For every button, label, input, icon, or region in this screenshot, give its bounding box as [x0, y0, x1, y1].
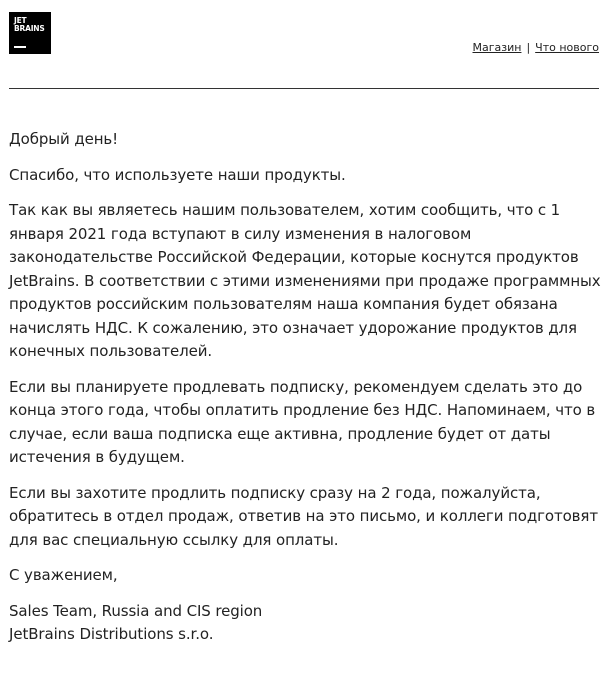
header-divider [9, 88, 599, 89]
email-header [0, 0, 611, 90]
tax-change-paragraph: Так как вы являетесь нашим пользователем, хотим сообщить, что с 1 января 2021 года вступают в силу изменения в налоговом законодательстве Российской Федерации, которые коснутся продуктов JetBrains. В соответствии с этими изменениями при продаже программных продуктов российским пользователям наша компания будет обязана начислять НДС. К сожалению, это означает удорожание продуктов для конечных пользователей. [9, 201, 601, 360]
greeting: Добрый день! [9, 130, 119, 148]
nav-separator: | [526, 41, 531, 54]
shop-link[interactable]: Магазин [472, 41, 522, 54]
two-year-renewal-paragraph: Если вы захотите продлить подписку сразу на 2 года, пожалуйста, обратитесь в отдел продаж, ответив на это письмо, и коллеги подготовят для вас специальную ссылку для оплаты. [9, 483, 598, 549]
email-body [9, 128, 603, 647]
logo-text [14, 17, 51, 32]
header-nav [473, 41, 600, 55]
thanks-paragraph: Спасибо, что используете наши продукты. [9, 165, 346, 184]
jetbrains-logo[interactable] [9, 12, 51, 54]
logo-line-2: BRAINS [14, 23, 45, 33]
renewal-advice-paragraph: Если вы планируете продлевать подписку, рекомендуем сделать это до конца этого года, чтобы оплатить продление без НДС. Напоминаем, что в случае, если ваша подписка еще активна, продление будет от даты истечения в будущем. [9, 377, 596, 466]
closing: С уважением, [9, 566, 118, 584]
signature-company: JetBrains Distributions s.r.o. [9, 625, 214, 643]
logo-bar-icon [14, 46, 26, 48]
logo-line-1: JET [14, 16, 27, 25]
whats-new-link[interactable]: Что нового [535, 41, 599, 54]
signature-team: Sales Team, Russia and CIS region [9, 601, 263, 620]
